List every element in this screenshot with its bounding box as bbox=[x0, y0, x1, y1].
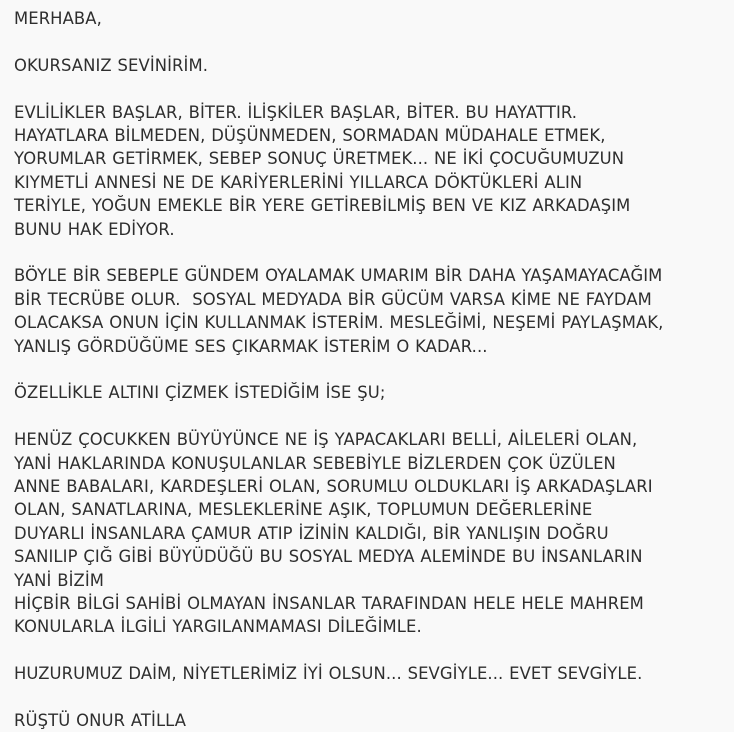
text-line: ANNE BABALARI, KARDEŞLERİ OLAN, SORUMLU OLDUKLARI İŞ ARKADAŞLARI bbox=[14, 477, 653, 497]
paragraph-1 bbox=[14, 101, 720, 241]
text-line: SANILIP ÇIĞ GİBİ BÜYÜDÜĞÜ BU SOSYAL MEDYA ALEMİNDE BU İNSANLARIN bbox=[14, 547, 643, 567]
blank-line bbox=[14, 686, 720, 709]
text-line: HENÜZ ÇOCUKKEN BÜYÜYÜNCE NE İŞ YAPACAKLARI BELLİ, AİLELERİ OLAN, bbox=[14, 430, 638, 450]
text-line: BÖYLE BİR SEBEPLE GÜNDEM OYALAMAK UMARIM BİR DAHA YAŞAMAYACAĞIM bbox=[14, 266, 663, 286]
text-line: YANİ HAKLARINDA KONUŞULANLAR SEBEBİYLE BİZLERDEN ÇOK ÜZÜLEN bbox=[14, 453, 616, 473]
blank-line bbox=[14, 241, 720, 264]
text-line: KIYMETLİ ANNESİ NE DE KARİYERLERİNİ YILLARCA DÖKTÜKLERİ ALIN bbox=[14, 172, 583, 192]
paragraph-2 bbox=[14, 264, 720, 358]
text-line: KONULARLA İLGİLİ YARGILANMAMASI DİLEĞİMLE. bbox=[14, 617, 422, 637]
emphasis-intro: ÖZELLİKLE ALTINI ÇİZMEK İSTEDİĞİM İSE ŞU; bbox=[14, 383, 386, 403]
blank-line bbox=[14, 358, 720, 381]
text-line: OLAN, SANATLARINA, MESLEKLERİNE AŞIK, TOPLUMUN DEĞERLERİNE bbox=[14, 500, 593, 520]
blank-line bbox=[14, 639, 720, 662]
text-line: TERİYLE, YOĞUN EMEKLE BİR YERE GETİREBİLMİŞ BEN VE KIZ ARKADAŞIM bbox=[14, 196, 631, 216]
blank-line bbox=[14, 77, 720, 100]
text-line: HAYATLARA BİLMEDEN, DÜŞÜNMEDEN, SORMADAN MÜDAHALE ETMEK, bbox=[14, 126, 606, 145]
blank-line bbox=[14, 405, 720, 428]
text-line: BİR TECRÜBE OLUR. SOSYAL MEDYADA BİR GÜCÜM VARSA KİME NE FAYDAM bbox=[14, 289, 652, 309]
text-line: HİÇBİR BİLGİ SAHİBİ OLMAYAN İNSANLAR TARAFINDAN HELE HELE MAHREM bbox=[14, 594, 644, 614]
text-line: YANLIŞ GÖRDÜĞÜME SES ÇIKARMAK İSTERİM O KADAR... bbox=[14, 336, 488, 356]
text-line: DUYARLI İNSANLARA ÇAMUR ATIP İZİNİN KALDIĞI, BİR YANLIŞIN DOĞRU bbox=[14, 523, 609, 543]
intro-line: OKURSANIZ SEVİNİRİM. bbox=[14, 55, 209, 75]
text-line: EVLİLİKLER BAŞLAR, BİTER. İLİŞKİLER BAŞLAR, BİTER. BU HAYATTIR. bbox=[14, 102, 578, 122]
greeting: MERHABA, bbox=[14, 9, 102, 28]
text-line: BUNU HAK EDİYOR. bbox=[14, 219, 175, 239]
signature: RÜŞTÜ ONUR ATİLLA bbox=[14, 711, 187, 731]
blank-line bbox=[14, 30, 720, 53]
closing-line: HUZURUMUZ DAİM, NİYETLERİMİZ İYİ OLSUN... SEVGİYLE... EVET SEVGİYLE. bbox=[14, 664, 643, 684]
text-line: OLACAKSA ONUN İÇİN KULLANMAK İSTERİM. MESLEĞİMİ, NEŞEMİ PAYLAŞMAK, bbox=[14, 313, 664, 333]
text-line: YANİ BİZİM bbox=[14, 570, 105, 590]
paragraph-3 bbox=[14, 428, 720, 639]
text-line: YORUMLAR GETİRMEK, SEBEP SONUÇ ÜRETMEK... NE İKİ ÇOCUĞUMUZUN bbox=[14, 149, 625, 169]
